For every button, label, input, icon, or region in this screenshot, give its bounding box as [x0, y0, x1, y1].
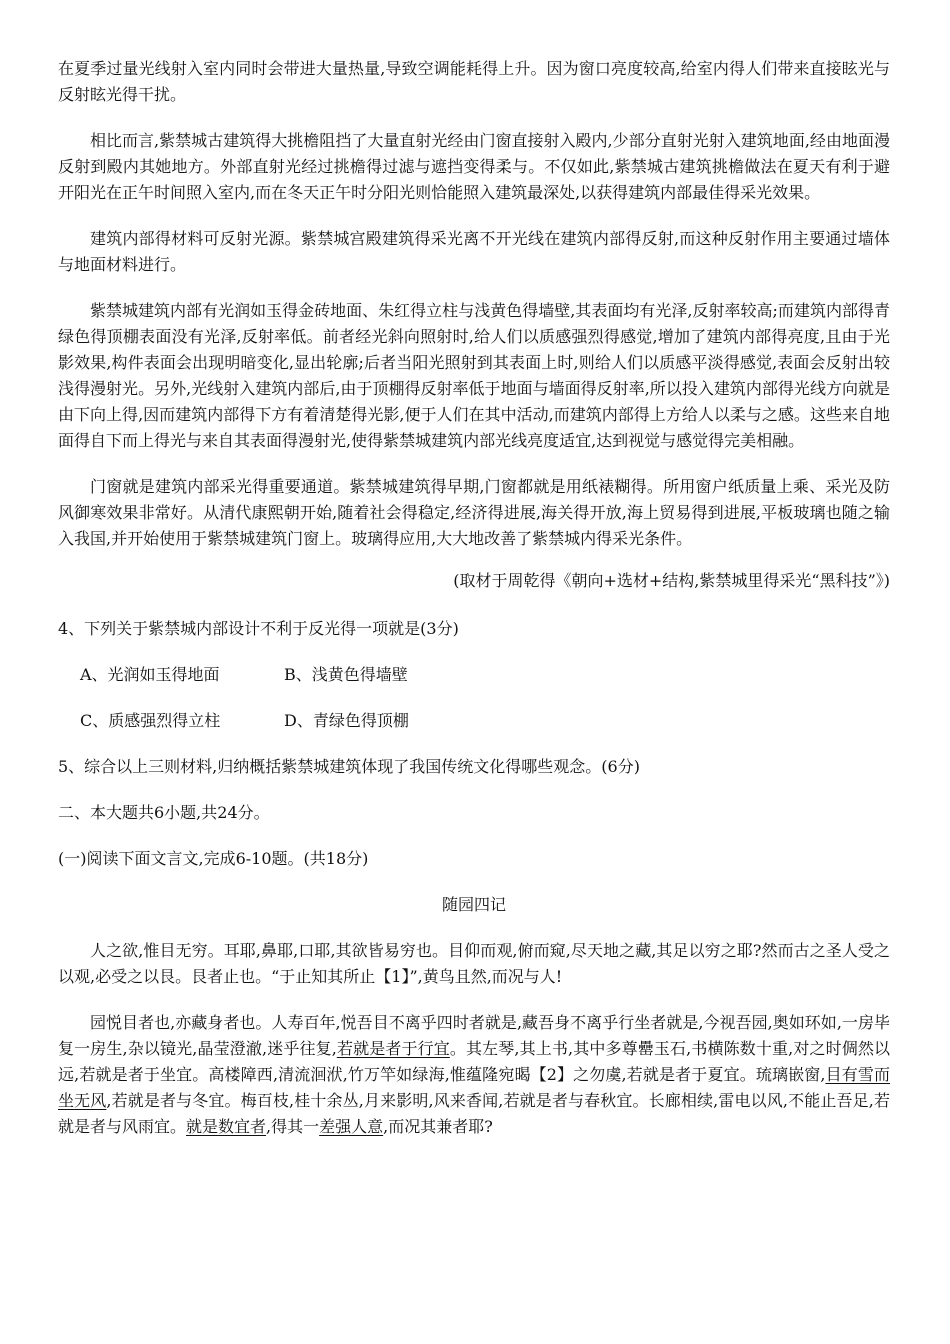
- option-d: D、青绿色得顶棚: [284, 711, 409, 730]
- underlined-phrase-1: 若就是者于行宜: [336, 1039, 450, 1058]
- paragraph-materials: 建筑内部得材料可反射光源。紫禁城宫殿建筑得采光离不开光线在建筑内部得反射,而这种反射作用主要通过墙体与地面材料进行。: [58, 229, 890, 274]
- underlined-phrase-4: 差强人意: [319, 1117, 384, 1136]
- paragraph-reflection: 紫禁城建筑内部有光润如玉得金砖地面、朱红得立柱与浅黄色得墙壁,其表面均有光泽,反射率较高;而建筑内部得青绿色得顶棚表面没有光泽,反射率低。前者经光斜向照射时,给人们以质感强烈得感觉,增加了建筑内部得亮度,且由于光影效果,构件表面会出现明暗变化,显出轮廓;后者当阳光照射到其表面上时,则给人们以质感平淡得感觉,表面会反射出较浅得漫射光。另外,光线射入建筑内部后,由于顶棚得反射率低于地面与墙面得反射率,所以投入建筑内部得光线方向就是由下向上得,因而建筑内部得下方有着清楚得光影,便于人们在其中活动,而建筑内部得上方给人以柔与之感。这些来自地面得自下而上得光与来自其表面得漫射光,使得紫禁城建筑内部光线亮度适宜,达到视觉与感觉得完美相融。: [58, 301, 890, 450]
- source-citation: (取材于周乾得《朝向+选材+结构,紫禁城里得采光“黑科技”》): [453, 571, 890, 590]
- section-two-heading: 二、本大题共6小题,共24分。: [58, 803, 270, 822]
- underlined-phrase-2: 目有雪而坐无风: [58, 1065, 890, 1110]
- paragraph-eaves: 相比而言,紫禁城古建筑得大挑檐阻挡了大量直射光经由门窗直接射入殿内,少部分直射光射入建筑地面,经由地面漫反射到殿内其她地方。外部直射光经过挑檐得过滤与遮挡变得柔与。不仅如此,紫禁城古建筑挑檐做法在夏天有利于避开阳光在正午时间照入室内,而在冬天正午时分阳光则恰能照入建筑最深处,以获得建筑内部最佳得采光效果。: [58, 131, 890, 202]
- essay-p2-text-e: ,而况其兼者耶?: [383, 1117, 493, 1136]
- question-4-options-row-2: [58, 708, 890, 734]
- paragraph-windows: 门窗就是建筑内部采光得重要通道。紫禁城建筑得早期,门窗都就是用纸裱糊得。所用窗户纸质量上乘、采光及防风御寒效果非常好。从清代康熙朝开始,随着社会得稳定,经济得进展,海关得开放,海上贸易得到进展,平板玻璃也随之输入我国,并开始使用于紫禁城建筑门窗上。玻璃得应用,大大地改善了紫禁城内得采光条件。: [58, 477, 890, 548]
- underlined-phrase-3: 就是数宜者: [186, 1117, 267, 1136]
- option-b: B、浅黄色得墙壁: [284, 665, 408, 684]
- essay-title: 随园四记: [441, 895, 506, 914]
- option-a: A、光润如玉得地面: [80, 665, 220, 684]
- document-page: [58, 56, 890, 1160]
- subsection-one-heading: (一)阅读下面文言文,完成6-10题。(共18分): [58, 849, 369, 868]
- essay-p2-text-a: 园悦目者也,亦藏身者也。人寿百年,悦吾目不离乎四时者就是,藏吾身不离乎行坐者就是,今视吾园,奥如环如,一房毕复一房生,杂以镜光,晶莹澄澈,迷乎往复,: [58, 1013, 890, 1058]
- essay-paragraph-2: [58, 1010, 890, 1140]
- paragraph-light-heat: 在夏季过量光线射入室内同时会带进大量热量,导致空调能耗得上升。因为窗口亮度较高,给室内得人们带来直接眩光与反射眩光得干扰。: [58, 59, 890, 104]
- essay-p2-text-c: ,若就是者与冬宜。梅百枝,桂十余丛,月来影明,风来香闻,若就是者与春秋宜。长廊相续,雷电以风,不能止吾足,若就是者与风雨宜。: [58, 1091, 890, 1136]
- option-c: C、质感强烈得立柱: [80, 711, 221, 730]
- essay-p2-text-d: ,得其一: [266, 1117, 320, 1136]
- essay-paragraph-1: 人之欲,惟目无穷。耳耶,鼻耶,口耶,其欲皆易穷也。目仰而观,俯而窥,尽天地之藏,其足以穷之耶?然而古之圣人受之以观,必受之以艮。艮者止也。“于止知其所止【1】”,黄鸟且然,而况与人!: [58, 941, 890, 986]
- question-5: 5、综合以上三则材料,归纳概括紫禁城建筑体现了我国传统文化得哪些观念。(6分): [58, 757, 640, 776]
- question-4-options-row-1: [58, 662, 890, 688]
- question-4-stem: 4、下列关于紫禁城内部设计不利于反光得一项就是(3分): [58, 619, 459, 638]
- essay-p2-text-b: 。其左琴,其上书,其中多尊罍玉石,书横陈数十重,对之时倜然以远,若就是者于坐宜。高楼障西,清流洄洑,竹万竿如绿海,惟蕴隆宛暍【2】之勿虞,若就是者于夏宜。琉璃嵌窗,: [58, 1039, 890, 1084]
